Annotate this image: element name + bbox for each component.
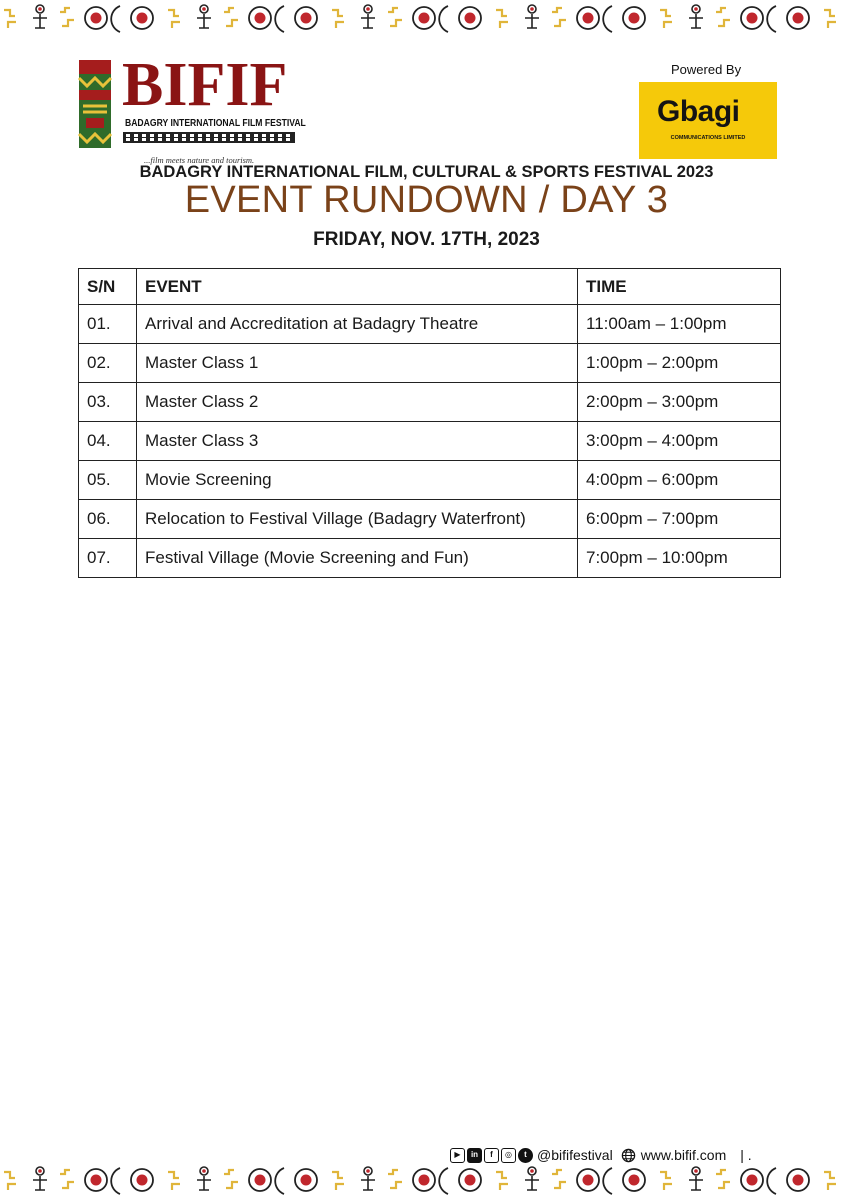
cell-time: 1:00pm – 2:00pm [578, 344, 781, 383]
table-row [79, 422, 781, 461]
table-header-row [79, 269, 781, 305]
bifif-logo [76, 51, 306, 166]
footer-separator: | . [740, 1147, 752, 1163]
sponsor-subtitle: COMMUNICATIONS LIMITED [670, 135, 746, 141]
header-time: TIME [578, 269, 781, 305]
header-sn: S/N [79, 269, 137, 305]
table-row [79, 344, 781, 383]
filmstrip-icon [123, 132, 295, 143]
event-date: FRIDAY, NOV. 17TH, 2023 [313, 229, 540, 250]
sponsor-logo [639, 82, 777, 159]
cell-sn: 01. [79, 305, 137, 344]
instagram-icon[interactable]: ◎ [501, 1148, 516, 1163]
cell-time: 11:00am – 1:00pm [578, 305, 781, 344]
cell-time: 4:00pm – 6:00pm [578, 461, 781, 500]
cell-event: Master Class 2 [137, 383, 578, 422]
cell-event: Master Class 3 [137, 422, 578, 461]
cell-event: Relocation to Festival Village (Badagry Waterfront) [137, 500, 578, 539]
powered-by-label: Powered By [671, 62, 742, 77]
table-row [79, 539, 781, 578]
table-row [79, 383, 781, 422]
emblem-icon [76, 58, 114, 150]
cell-event: Arrival and Accreditation at Badagry Theatre [137, 305, 578, 344]
cell-sn: 07. [79, 539, 137, 578]
cell-event: Master Class 1 [137, 344, 578, 383]
twitter-icon[interactable]: t [518, 1148, 533, 1163]
logo-subtitle: BADAGRY INTERNATIONAL FILM FESTIVAL [125, 117, 306, 129]
cell-sn: 03. [79, 383, 137, 422]
linkedin-icon[interactable]: in [467, 1148, 482, 1163]
cell-sn: 05. [79, 461, 137, 500]
header-event: EVENT [137, 269, 578, 305]
website-link[interactable]: www.bifif.com [640, 1147, 727, 1163]
decorative-border-bottom [0, 1160, 853, 1200]
facebook-icon[interactable]: f [484, 1148, 499, 1163]
table-row [79, 461, 781, 500]
cell-time: 3:00pm – 4:00pm [578, 422, 781, 461]
cell-sn: 04. [79, 422, 137, 461]
cell-time: 2:00pm – 3:00pm [578, 383, 781, 422]
youtube-icon[interactable]: ▶ [450, 1148, 465, 1163]
festival-title: BADAGRY INTERNATIONAL FILM, CULTURAL & SPORTS FESTIVAL 2023 [139, 163, 714, 181]
logo-tagline: ...film meets nature and tourism. [144, 155, 255, 165]
cell-sn: 02. [79, 344, 137, 383]
cell-time: 6:00pm – 7:00pm [578, 500, 781, 539]
table-row [79, 305, 781, 344]
social-handle[interactable]: @bififestival [537, 1147, 613, 1163]
logo-wordmark: BIFIF [122, 51, 288, 119]
table-row [79, 500, 781, 539]
cell-event: Festival Village (Movie Screening and Fun) [137, 539, 578, 578]
decorative-border-top [0, 0, 853, 40]
cell-event: Movie Screening [137, 461, 578, 500]
sponsor-name: Gbagi [657, 95, 740, 128]
cell-sn: 06. [79, 500, 137, 539]
rundown-title: EVENT RUNDOWN / DAY 3 [184, 179, 669, 221]
schedule-table [78, 268, 781, 578]
cell-time: 7:00pm – 10:00pm [578, 539, 781, 578]
